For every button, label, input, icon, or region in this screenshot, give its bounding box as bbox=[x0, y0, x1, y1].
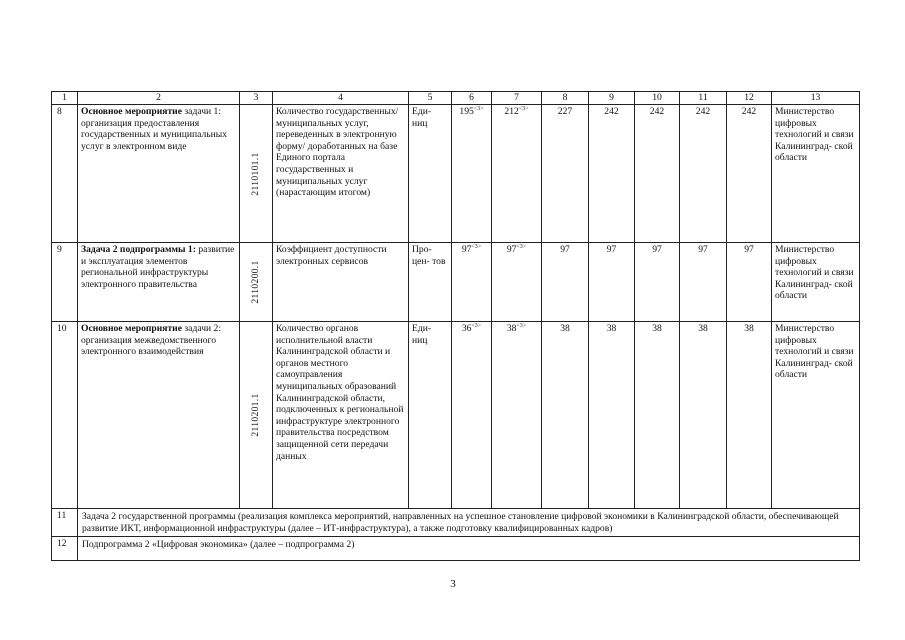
code-text: 2110101.1 bbox=[250, 151, 262, 196]
header-cell: 1 bbox=[52, 92, 78, 105]
row-number: 11 bbox=[52, 509, 78, 537]
activity-name-cell bbox=[78, 105, 240, 243]
value-cell: 242 bbox=[680, 105, 727, 243]
table-row bbox=[52, 322, 860, 509]
unit-cell: Еди- ниц bbox=[409, 105, 452, 243]
footnote-ref: <3> bbox=[473, 106, 484, 112]
indicator-cell: Количество органов исполнительной власти Калининградской области и органов местного самоуправления муниципальных образований Калининградской области, подключенных к региональной инфраструктуре электронного правительства посредством защищенной сети передачи данных bbox=[273, 322, 409, 509]
indicator-cell: Коэффициент доступности электронных сервисов bbox=[273, 243, 409, 322]
code-cell bbox=[240, 243, 273, 322]
value-cell: 38 bbox=[680, 322, 727, 509]
code-cell bbox=[240, 322, 273, 509]
value-cell: 242 bbox=[727, 105, 772, 243]
value-text: 97 bbox=[461, 244, 472, 255]
activity-name-text: развитие и эксплуатация элементов региональной инфраструктуры электронного правительства bbox=[81, 244, 235, 290]
header-cell: 6 bbox=[452, 92, 492, 105]
header-cell: 13 bbox=[772, 92, 860, 105]
unit-cell: Про- цен- тов bbox=[409, 243, 452, 322]
value-text: 212 bbox=[504, 106, 519, 117]
row-number: 12 bbox=[52, 537, 78, 561]
task-description: Задача 2 государственной программы (реализация комплекса мероприятий, направленных на успешное становление цифровой экономики в Калининградской области, обеспечивающей развитие ИКТ, информационной инфраструктуры (далее – ИТ-инфраструктура), а также подготовку квалифицированных кадров) bbox=[78, 509, 860, 537]
value-cell: 38 bbox=[542, 322, 589, 509]
value-cell: 97 bbox=[589, 243, 635, 322]
footnote-ref: <3> bbox=[471, 244, 482, 250]
table-row bbox=[52, 105, 860, 243]
value-cell bbox=[452, 243, 492, 322]
table-row bbox=[52, 509, 860, 537]
value-cell bbox=[492, 243, 542, 322]
value-cell bbox=[492, 322, 542, 509]
header-cell: 12 bbox=[727, 92, 772, 105]
footnote-ref: <3> bbox=[516, 323, 527, 329]
header-cell: 3 bbox=[240, 92, 273, 105]
value-text: 97 bbox=[506, 244, 517, 255]
table-row bbox=[52, 537, 860, 561]
activity-name-text: задачи 1: организация предоставления государственных и муниципальных услуг в электронном виде bbox=[81, 106, 228, 152]
row-number: 9 bbox=[52, 243, 78, 322]
executor-cell: Министерство цифровых технологий и связи Калининград- ской области bbox=[772, 322, 860, 509]
activity-name-bold: Основное мероприятие bbox=[81, 323, 182, 334]
code-cell bbox=[240, 105, 273, 243]
footnote-ref: <3> bbox=[471, 323, 482, 329]
footnote-ref: <3> bbox=[516, 244, 527, 250]
value-cell: 227 bbox=[542, 105, 589, 243]
header-row bbox=[52, 92, 860, 105]
row-number: 8 bbox=[52, 105, 78, 243]
indicator-cell: Количество государственных/ муниципальных услуг, переведенных в электронную форму/ доработанных на базе Единого портала государственных и муниципальных услуг (нарастающим итогом) bbox=[273, 105, 409, 243]
value-cell: 38 bbox=[589, 322, 635, 509]
value-cell bbox=[492, 105, 542, 243]
value-cell: 38 bbox=[635, 322, 680, 509]
page-number: 3 bbox=[450, 578, 456, 590]
header-cell: 2 bbox=[78, 92, 240, 105]
value-cell: 242 bbox=[635, 105, 680, 243]
value-cell: 97 bbox=[727, 243, 772, 322]
value-cell: 242 bbox=[589, 105, 635, 243]
executor-cell: Министерство цифровых технологий и связи Калининград- ской области bbox=[772, 105, 860, 243]
value-cell: 97 bbox=[542, 243, 589, 322]
value-cell: 38 bbox=[727, 322, 772, 509]
row-number: 10 bbox=[52, 322, 78, 509]
value-cell: 97 bbox=[680, 243, 727, 322]
header-cell: 10 bbox=[635, 92, 680, 105]
value-cell bbox=[452, 322, 492, 509]
header-cell: 4 bbox=[273, 92, 409, 105]
activity-name-text: задачи 2: организация межведомственного электронного взаимодействия bbox=[81, 323, 222, 358]
activity-name-cell bbox=[78, 322, 240, 509]
code-text: 2110200.1 bbox=[250, 260, 262, 304]
unit-cell: Еди- ниц bbox=[409, 322, 452, 509]
code-text: 2110201.1 bbox=[250, 393, 262, 437]
value-cell: 97 bbox=[635, 243, 680, 322]
activity-name-bold: Основное мероприятие bbox=[81, 106, 182, 117]
header-cell: 11 bbox=[680, 92, 727, 105]
value-cell bbox=[452, 105, 492, 243]
value-text: 36 bbox=[461, 323, 472, 334]
activity-name-bold: Задача 2 подпрограммы 1: bbox=[81, 244, 196, 255]
subprogram-title: Подпрограмма 2 «Цифровая экономика» (далее – подпрограмма 2) bbox=[78, 537, 860, 561]
executor-cell: Министерство цифровых технологий и связи Калининград- ской области bbox=[772, 243, 860, 322]
footnote-ref: <3> bbox=[518, 106, 529, 112]
value-text: 195 bbox=[459, 106, 474, 117]
header-cell: 8 bbox=[542, 92, 589, 105]
value-text: 38 bbox=[506, 323, 517, 334]
indicators-table bbox=[51, 91, 860, 561]
table-row bbox=[52, 243, 860, 322]
header-cell: 7 bbox=[492, 92, 542, 105]
header-cell: 9 bbox=[589, 92, 635, 105]
activity-name-cell bbox=[78, 243, 240, 322]
header-cell: 5 bbox=[409, 92, 452, 105]
